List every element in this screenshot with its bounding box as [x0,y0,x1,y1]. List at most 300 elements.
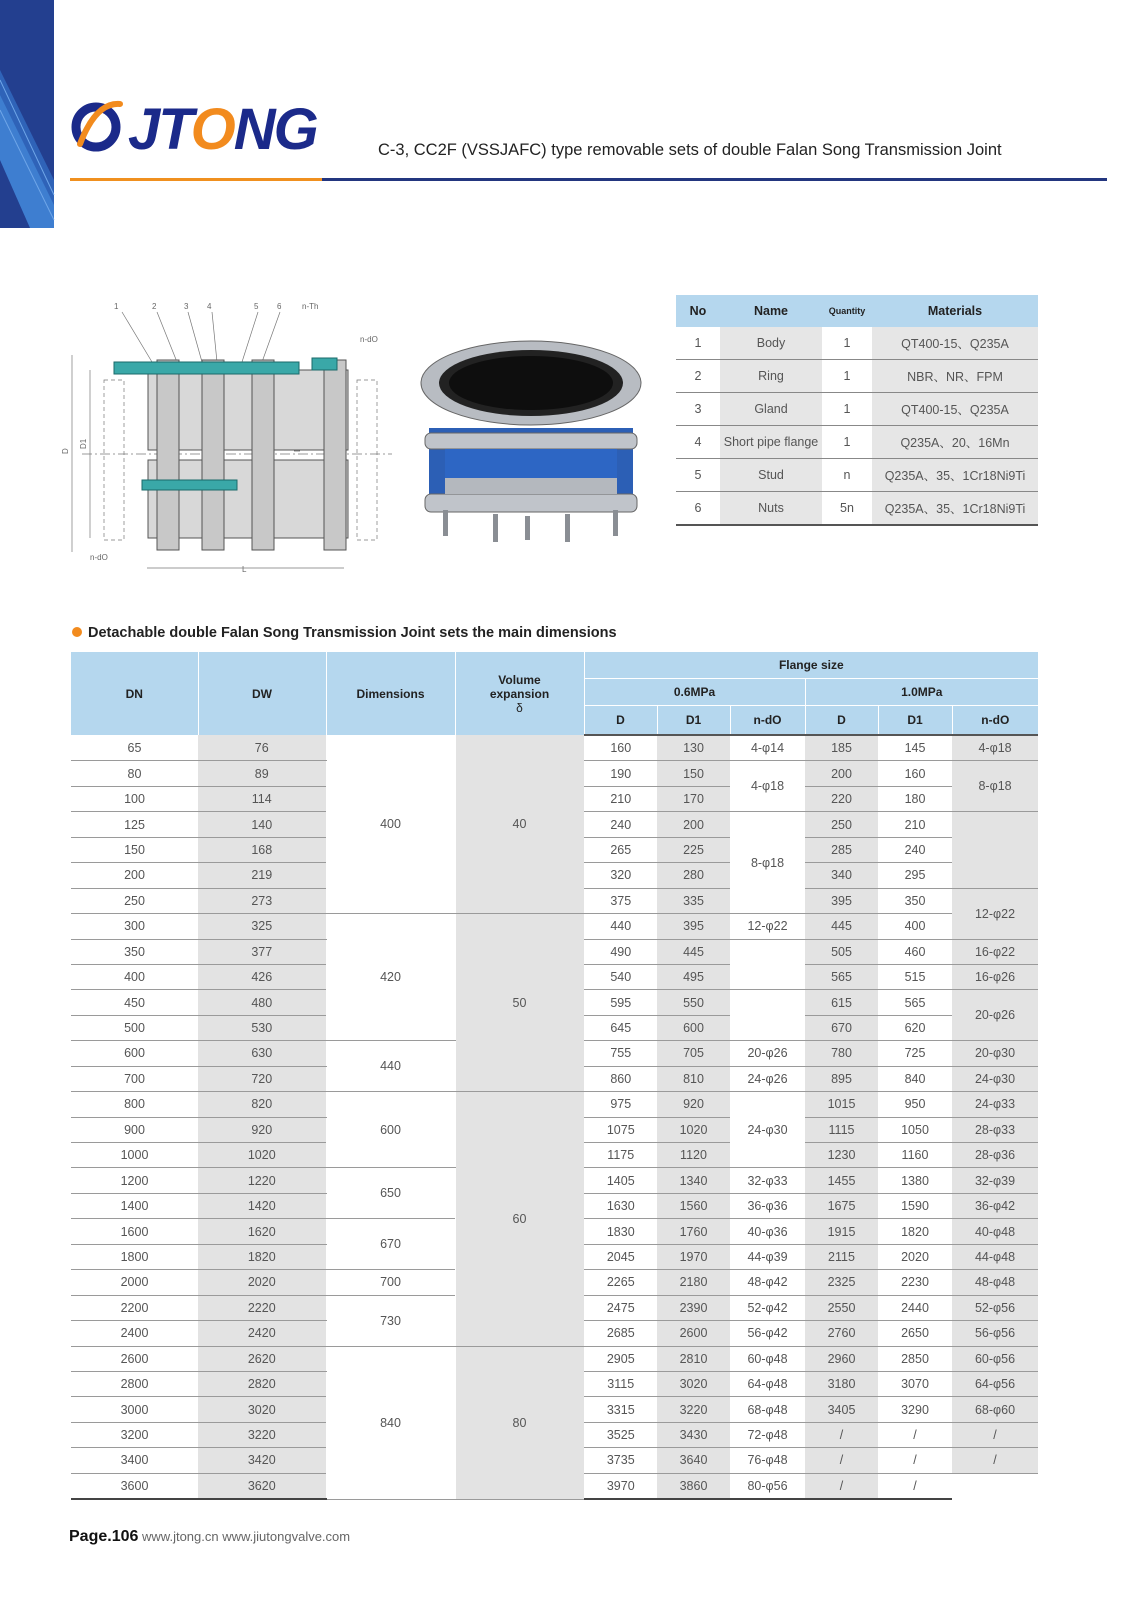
col-header: Materials [872,295,1038,327]
cell-dn: 2000 [71,1270,198,1295]
cell-d1-1-0: 180 [878,786,952,811]
cell-dimensions: 400 [326,735,455,914]
cell-ndo-0-6: 4-φ14 [730,735,805,761]
cell-d1-1-0: / [878,1422,952,1447]
cell-dn: 400 [71,964,198,989]
cell-ndo-1-0: 16-φ26 [952,964,1038,989]
cell-dn: 3400 [71,1448,198,1473]
table-row [676,393,1038,426]
cell-dimensions: 730 [326,1295,455,1346]
cell-d-0-6: 1630 [584,1193,657,1218]
cell-dimensions: 420 [326,914,455,1041]
cell-d-1-0: 3405 [805,1397,878,1422]
cell-d-0-6: 755 [584,1041,657,1066]
cell-d-0-6: 375 [584,888,657,913]
cell-d1-1-0: 950 [878,1092,952,1117]
cell-ndo-1-0 [952,812,1038,888]
cell-d1-0-6: 200 [657,812,730,837]
cell-dw: 2620 [198,1346,326,1371]
cell-d-0-6: 265 [584,837,657,862]
cell-d-1-0: 505 [805,939,878,964]
cell-dn: 2200 [71,1295,198,1320]
col-header-volume [455,652,584,735]
cell-dn: 350 [71,939,198,964]
table-row [71,914,1038,939]
cell-ndo-1-0: 32-φ39 [952,1168,1038,1193]
cell-d1-1-0: 725 [878,1041,952,1066]
part-label: 2 [152,302,157,311]
cell-dn: 3000 [71,1397,198,1422]
table-row [71,1346,1038,1371]
cell-d1-1-0: / [878,1473,952,1499]
cell-d-0-6: 645 [584,1015,657,1040]
cell-d-1-0: 2760 [805,1321,878,1346]
cell-d1-1-0: 145 [878,735,952,761]
cell-ndo-0-6: 20-φ26 [730,1041,805,1066]
cell-d1-0-6: 810 [657,1066,730,1091]
cell-dn: 3600 [71,1473,198,1499]
cell-d1-1-0: 240 [878,837,952,862]
cell-volume-expansion: 60 [455,1092,584,1346]
cell-ndo-0-6: 12-φ22 [730,914,805,939]
cell-d1-1-0: 350 [878,888,952,913]
cell-dw: 377 [198,939,326,964]
cell-d1-1-0: 840 [878,1066,952,1091]
part-label: 3 [184,302,189,311]
cell-d1-0-6: 1970 [657,1244,730,1269]
page-number: Page.106 [69,1528,139,1545]
cell-d-1-0: 445 [805,914,878,939]
cell-ndo-0-6: 32-φ33 [730,1168,805,1193]
cell-dw: 630 [198,1041,326,1066]
page-footer [69,1528,350,1546]
cell-d-0-6: 3525 [584,1422,657,1447]
cell-dn: 1000 [71,1143,198,1168]
cell-ndo-0-6: 48-φ42 [730,1270,805,1295]
cell-d1-1-0: 160 [878,761,952,786]
cell-dn: 3200 [71,1422,198,1447]
cell-ndo-0-6: 60-φ48 [730,1346,805,1371]
cell-d-0-6: 2045 [584,1244,657,1269]
cell-material: Q235A、35、1Cr18Ni9Ti [872,459,1038,492]
cell-ndo-0-6: 56-φ42 [730,1321,805,1346]
cell-d1-0-6: 705 [657,1041,730,1066]
cell-d1-0-6: 130 [657,735,730,761]
cell-d-1-0: 1015 [805,1092,878,1117]
cell-d1-1-0: 2440 [878,1295,952,1320]
cell-d1-0-6: 1020 [657,1117,730,1142]
cell-volume-expansion: 80 [455,1346,584,1499]
dim-label: n-dO [90,553,108,562]
cell-ndo-1-0: 64-φ56 [952,1371,1038,1396]
cell-ndo-0-6: 4-φ18 [730,761,805,812]
cell-ndo-0-6: 36-φ36 [730,1193,805,1218]
cell-ndo-0-6: 24-φ26 [730,1066,805,1091]
cell-dn: 450 [71,990,198,1015]
cell-dw: 325 [198,914,326,939]
cell-dn: 800 [71,1092,198,1117]
col-header: No [676,295,720,327]
cell-d1-1-0: 1050 [878,1117,952,1142]
cell-dn: 65 [71,735,198,761]
cell-d-0-6: 860 [584,1066,657,1091]
cell-d1-1-0: / [878,1448,952,1473]
cell-dw: 89 [198,761,326,786]
cell-d-1-0: 1455 [805,1168,878,1193]
footer-urls: www.jtong.cn www.jiutongvalve.com [142,1529,351,1544]
col-header-flange-size: Flange size [584,652,1038,679]
cell-qty: 1 [822,360,872,393]
cell-dw: 1820 [198,1244,326,1269]
cell-d1-0-6: 495 [657,964,730,989]
cell-ndo-1-0: 28-φ33 [952,1117,1038,1142]
col-header-pressure-0-6: 0.6MPa [584,679,805,706]
cell-d1-1-0: 2850 [878,1346,952,1371]
cell-d1-0-6: 550 [657,990,730,1015]
cell-ndo-1-0: 24-φ33 [952,1092,1038,1117]
header-rule-orange [70,178,322,181]
volume-symbol: δ [516,700,523,715]
col-header-d1: D1 [657,706,730,736]
cell-dimensions: 440 [326,1041,455,1092]
cell-d-1-0: 565 [805,964,878,989]
cell-d1-1-0: 295 [878,863,952,888]
col-header: Name [720,295,822,327]
cell-d-0-6: 190 [584,761,657,786]
cell-d1-0-6: 3220 [657,1397,730,1422]
cell-qty: n [822,459,872,492]
cell-d1-0-6: 3640 [657,1448,730,1473]
cell-d-1-0: 1230 [805,1143,878,1168]
cell-d1-0-6: 1120 [657,1143,730,1168]
cell-ndo-0-6: 44-φ39 [730,1244,805,1269]
cell-d-1-0: 615 [805,990,878,1015]
cell-d1-0-6: 3020 [657,1371,730,1396]
cell-d1-1-0: 2230 [878,1270,952,1295]
cell-dn: 700 [71,1066,198,1091]
cell-d-1-0: 780 [805,1041,878,1066]
table-row [676,459,1038,492]
cell-d1-0-6: 600 [657,1015,730,1040]
cell-dw: 820 [198,1092,326,1117]
page-title: C-3, CC2F (VSSJAFC) type removable sets of double Falan Song Transmission Joint [378,141,1002,159]
cell-dw: 76 [198,735,326,761]
dim-label: D [61,448,70,454]
col-header-pressure-1-0: 1.0MPa [805,679,1038,706]
cell-dw: 1020 [198,1143,326,1168]
col-header-ndo: n-dO [730,706,805,736]
cell-dn: 900 [71,1117,198,1142]
cell-ndo-1-0: 8-φ18 [952,761,1038,812]
cell-qty: 1 [822,426,872,459]
cell-ndo-0-6: 72-φ48 [730,1422,805,1447]
cell-ndo-0-6 [730,990,805,1041]
cell-dw: 219 [198,863,326,888]
col-header-dimensions: Dimensions [326,652,455,735]
cell-name: Body [720,327,822,360]
cell-d-1-0: 340 [805,863,878,888]
cell-d1-0-6: 1560 [657,1193,730,1218]
part-label: 6 [277,302,282,311]
cell-no: 4 [676,426,720,459]
cell-d1-0-6: 280 [657,863,730,888]
cell-material: Q235A、35、1Cr18Ni9Ti [872,492,1038,526]
cell-d-1-0: 395 [805,888,878,913]
cell-dw: 920 [198,1117,326,1142]
cell-d-0-6: 3735 [584,1448,657,1473]
part-label: n-Th [302,302,319,311]
cell-no: 1 [676,327,720,360]
cell-dimensions: 700 [326,1270,455,1295]
cell-volume-expansion: 40 [455,735,584,914]
cell-dw: 2420 [198,1321,326,1346]
cell-d1-0-6: 2390 [657,1295,730,1320]
col-header-d: D [584,706,657,736]
cell-ndo-0-6: 24-φ30 [730,1092,805,1168]
dim-label: D1 [79,438,88,449]
col-header-d: D [805,706,878,736]
cell-d1-0-6: 395 [657,914,730,939]
cell-dn: 100 [71,786,198,811]
table-row [71,1092,1038,1117]
col-header-ndo: n-dO [952,706,1038,736]
cell-d-1-0: 220 [805,786,878,811]
cell-dw: 530 [198,1015,326,1040]
cell-material: QT400-15、Q235A [872,393,1038,426]
cell-ndo-1-0: 20-φ26 [952,990,1038,1041]
cell-ndo-1-0: 44-φ48 [952,1244,1038,1269]
cell-ndo-1-0: 28-φ36 [952,1143,1038,1168]
table-row [676,492,1038,526]
table-row [676,360,1038,393]
col-header-dn: DN [71,652,198,735]
cell-ndo-1-0: 12-φ22 [952,888,1038,939]
table-row [71,735,1038,761]
cell-dw: 2820 [198,1371,326,1396]
cell-d1-0-6: 2180 [657,1270,730,1295]
cell-d1-0-6: 170 [657,786,730,811]
cell-d1-0-6: 1340 [657,1168,730,1193]
cell-d1-1-0: 565 [878,990,952,1015]
col-header-d1: D1 [878,706,952,736]
cell-dn: 2600 [71,1346,198,1371]
cell-d-1-0: / [805,1422,878,1447]
cell-dn: 1800 [71,1244,198,1269]
cell-dn: 250 [71,888,198,913]
cell-d1-0-6: 445 [657,939,730,964]
cell-d1-1-0: 3070 [878,1371,952,1396]
cell-d1-1-0: 460 [878,939,952,964]
cell-dimensions: 650 [326,1168,455,1219]
cell-dw: 3220 [198,1422,326,1447]
cell-d-1-0: 2960 [805,1346,878,1371]
cell-d-0-6: 320 [584,863,657,888]
brand-logo-text: JTONG [128,97,317,162]
cell-d-1-0: 185 [805,735,878,761]
cell-d-0-6: 1405 [584,1168,657,1193]
cell-dn: 80 [71,761,198,786]
cell-d-1-0: / [805,1448,878,1473]
dimensions-table [71,652,1038,1500]
cell-d-1-0: 250 [805,812,878,837]
cell-d1-1-0: 620 [878,1015,952,1040]
cell-d1-0-6: 3430 [657,1422,730,1447]
cell-ndo-0-6: 80-φ56 [730,1473,805,1499]
cell-d-0-6: 160 [584,735,657,761]
cell-dw: 3020 [198,1397,326,1422]
cell-dn: 300 [71,914,198,939]
cell-d-1-0: 200 [805,761,878,786]
cell-name: Nuts [720,492,822,526]
cell-ndo-0-6: 40-φ36 [730,1219,805,1244]
cell-dn: 1200 [71,1168,198,1193]
cell-ndo-0-6 [730,939,805,990]
cell-no: 3 [676,393,720,426]
cell-ndo-1-0: / [952,1448,1038,1473]
cell-dimensions: 840 [326,1346,455,1499]
cell-ndo-1-0: 56-φ56 [952,1321,1038,1346]
cell-ndo-1-0: 60-φ56 [952,1346,1038,1371]
cell-dw: 720 [198,1066,326,1091]
cell-d-0-6: 2905 [584,1346,657,1371]
cell-name: Ring [720,360,822,393]
cell-ndo-1-0: 20-φ30 [952,1041,1038,1066]
cell-name: Stud [720,459,822,492]
cell-d-0-6: 210 [584,786,657,811]
cell-ndo-1-0: 4-φ18 [952,735,1038,761]
section-title-text: Detachable double Falan Song Transmission Joint sets the main dimensions [88,625,617,641]
cell-d-0-6: 1075 [584,1117,657,1142]
cell-d-0-6: 2475 [584,1295,657,1320]
cell-d-0-6: 540 [584,964,657,989]
cell-d1-0-6: 150 [657,761,730,786]
cell-d1-0-6: 3860 [657,1473,730,1499]
volume-label: Volume expansion [489,672,550,701]
part-label: 5 [254,302,259,311]
cell-ndo-1-0: 36-φ42 [952,1193,1038,1218]
table-row [676,327,1038,360]
cell-d-1-0: 1115 [805,1117,878,1142]
cell-d-1-0: 1675 [805,1193,878,1218]
cell-d1-0-6: 2600 [657,1321,730,1346]
cell-ndo-1-0: 16-φ22 [952,939,1038,964]
cell-d-0-6: 3970 [584,1473,657,1499]
cell-qty: 1 [822,393,872,426]
cell-d-0-6: 1830 [584,1219,657,1244]
cell-d1-0-6: 920 [657,1092,730,1117]
cell-d-0-6: 2265 [584,1270,657,1295]
cell-qty: 1 [822,327,872,360]
cell-dimensions: 600 [326,1092,455,1168]
cell-d-1-0: / [805,1473,878,1499]
cell-d1-0-6: 1760 [657,1219,730,1244]
cell-d1-1-0: 1820 [878,1219,952,1244]
cell-material: Q235A、20、16Mn [872,426,1038,459]
cell-d-1-0: 895 [805,1066,878,1091]
cell-d1-1-0: 400 [878,914,952,939]
cell-d-1-0: 2325 [805,1270,878,1295]
cell-ndo-0-6: 64-φ48 [730,1371,805,1396]
cell-ndo-0-6: 76-φ48 [730,1448,805,1473]
cell-d1-1-0: 1590 [878,1193,952,1218]
cell-dw: 2020 [198,1270,326,1295]
cell-d-1-0: 670 [805,1015,878,1040]
cell-d-1-0: 2550 [805,1295,878,1320]
cell-d1-0-6: 225 [657,837,730,862]
cell-d1-1-0: 2020 [878,1244,952,1269]
cell-dn: 1400 [71,1193,198,1218]
materials-table [676,295,1038,526]
cell-dw: 480 [198,990,326,1015]
cell-ndo-0-6: 52-φ42 [730,1295,805,1320]
cell-dw: 273 [198,888,326,913]
cell-dw: 426 [198,964,326,989]
cell-d-0-6: 975 [584,1092,657,1117]
cell-dimensions: 670 [326,1219,455,1270]
cell-material: QT400-15、Q235A [872,327,1038,360]
cell-dw: 114 [198,786,326,811]
cell-dw: 1420 [198,1193,326,1218]
cell-ndo-1-0: / [952,1422,1038,1447]
cell-d1-1-0: 1380 [878,1168,952,1193]
cell-volume-expansion: 50 [455,914,584,1092]
cell-d1-0-6: 2810 [657,1346,730,1371]
cell-d1-1-0: 515 [878,964,952,989]
cell-dw: 168 [198,837,326,862]
cell-ndo-1-0: 48-φ48 [952,1270,1038,1295]
cell-d-1-0: 2115 [805,1244,878,1269]
cell-d-0-6: 3115 [584,1371,657,1396]
part-label: 4 [207,302,212,311]
cell-dw: 2220 [198,1295,326,1320]
product-photo [415,338,647,548]
cell-d-0-6: 3315 [584,1397,657,1422]
cell-ndo-1-0: 24-φ30 [952,1066,1038,1091]
cell-ndo-1-0: 52-φ56 [952,1295,1038,1320]
cell-d1-1-0: 3290 [878,1397,952,1422]
cell-ndo-0-6: 8-φ18 [730,812,805,914]
dim-label: L [242,565,247,574]
cell-dn: 200 [71,863,198,888]
cell-qty: 5n [822,492,872,526]
cell-ndo-1-0: 40-φ48 [952,1219,1038,1244]
cell-dn: 125 [71,812,198,837]
cell-ndo-0-6: 68-φ48 [730,1397,805,1422]
cell-d1-1-0: 1160 [878,1143,952,1168]
col-header-dw: DW [198,652,326,735]
cell-d-1-0: 285 [805,837,878,862]
cell-d-1-0: 3180 [805,1371,878,1396]
header-rule-blue [322,178,1107,181]
cell-no: 5 [676,459,720,492]
cell-d1-1-0: 2650 [878,1321,952,1346]
table-row [676,426,1038,459]
dim-label: n-dO [360,335,378,344]
cell-dw: 1620 [198,1219,326,1244]
cell-d-0-6: 2685 [584,1321,657,1346]
cell-no: 6 [676,492,720,526]
cell-d1-0-6: 335 [657,888,730,913]
cell-name: Short pipe flange [720,426,822,459]
cell-d1-1-0: 210 [878,812,952,837]
cell-d-0-6: 440 [584,914,657,939]
cell-d-0-6: 240 [584,812,657,837]
cell-dn: 2800 [71,1371,198,1396]
technical-drawing [62,300,407,590]
cell-ndo-1-0: 68-φ60 [952,1397,1038,1422]
col-header: Quantity [822,295,872,327]
section-title [72,625,617,641]
